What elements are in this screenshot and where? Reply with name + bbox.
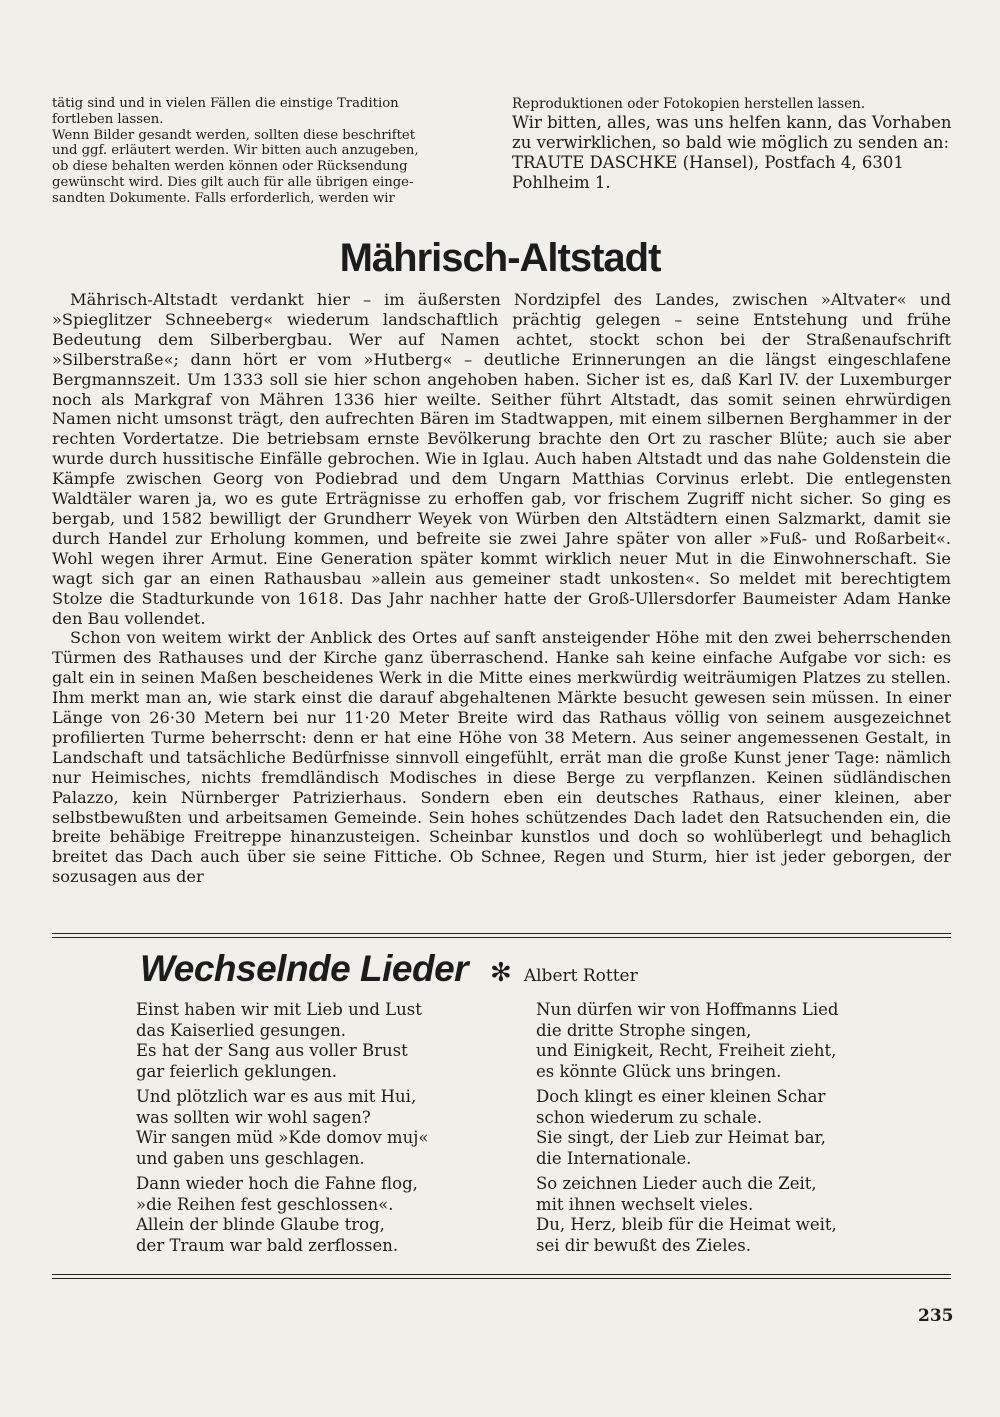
intro-left-line: fortleben lassen. — [52, 111, 164, 127]
poem-line: der Traum war bald zerflossen. — [136, 1235, 399, 1255]
intro-left-line: ob diese behalten werden können oder Rücksendung — [52, 159, 408, 175]
poem-line: Doch klingt es einer kleinen Schar — [536, 1087, 826, 1106]
poem-line: Einst haben wir mit Lieb und Lust — [136, 1000, 422, 1019]
poem-right-column — [536, 1000, 936, 1261]
divider-top-1 — [52, 933, 951, 934]
intro-left-line: Wenn Bilder gesandt werden, sollten diese beschriftet — [52, 127, 416, 143]
poem-stanza — [136, 1000, 536, 1082]
divider-bottom-2 — [52, 1278, 951, 1279]
poem-line: »die Reihen fest geschlossen«. — [136, 1194, 394, 1214]
article-paragraph: Mährisch-Altstadt verdankt hier – im äußersten Nordzipfel des Landes, zwischen »Altvater« und »Spieglitzer Schneeberg« wiederum landschaftlich prächtig gelegen – seine Entstehung und frühe Bedeutung dem Silberbergbau. Wer auf Namen achtet, stockt schon bei der Straßenaufschrift »Silberstraße«; dann hört er vom »Hutberg« – deutliche Erinnerungen an die längst eingeschlafene Bergmannszeit. Um 1333 soll sie hier schon angehoben haben. Sicher ist es, daß Karl IV. der Luxemburger noch als Markgraf von Mähren 1336 hier weilte. Seither führt Altstadt, das somit seinen ehrwürdigen Namen nicht umsonst trägt, den aufrechten Bären im Stadtwappen, mit einem silbernen Berghammer in der rechten Vordertatze. Die betriebsam ernste Bevölkerung brachte den Ort zu rascher Blüte; auch sie aber wurde durch hussitische Einfälle gebrochen. Wie in Iglau. Auch haben Altstadt und das nahe Goldenstein die Kämpfe zwischen Georg von Podiebrad und dem Ungarn Matthias Corvinus erlebt. Die entlegensten Waldtäler waren ja, wo es gute Erträgnisse zu erhoffen gab, vor frischem Zugriff nicht sicher. So ging es bergab, und 1582 bewilligt der Grundherr Weyek von Würben den Altstädtern einen Salzmarkt, damit sie durch Handel zur Erholung kommen, und befreite sie zwei Jahre später von aller »Fuß- und Roßarbeit«. Wohl wegen ihrer Armut. Eine Generation später kommt wirklich neuer Mut in die Einwohnerschaft. Sie wagt sich gar an einen Rathausbau »allein aus gemeiner stadt unkosten«. So meldet mit berechtigtem Stolze die Stadturkunde von 1618. Das Jahr nachher hatte der Groß-Ullersdorfer Baumeister Adam Hanke den Bau vollendet. — [52, 290, 951, 628]
poem-line: So zeichnen Lieder auch die Zeit, — [536, 1174, 817, 1193]
poem-line: Allein der blinde Glaube trog, — [136, 1215, 385, 1234]
poem-stanza — [136, 1087, 536, 1169]
poem-header — [140, 948, 638, 990]
intro-left-column — [52, 96, 492, 207]
poem-line: Es hat der Sang aus voller Brust — [136, 1041, 408, 1060]
poem-line: Nun dürfen wir von Hoffmanns Lied — [536, 1000, 839, 1019]
article-title: Mährisch-Altstadt — [339, 236, 661, 280]
poem-line: gar feierlich geklungen. — [136, 1061, 338, 1081]
page-number: 235 — [918, 1306, 954, 1326]
intro-left-line: sandten Dokumente. Falls erforderlich, werden wir — [52, 190, 395, 206]
poem-line: und Einigkeit, Recht, Freiheit zieht, — [536, 1041, 837, 1060]
poem-line: Und plötzlich war es aus mit Hui, — [136, 1087, 417, 1106]
intro-address: TRAUTE DASCHKE (Hansel), Postfach 4, 6301 Pohlheim 1. — [512, 153, 904, 192]
intro-left-line: und ggf. erläutert werden. Wir bitten auch anzugeben, — [52, 143, 419, 159]
divider-bottom-1 — [52, 1274, 951, 1275]
poem-body — [136, 1000, 936, 1261]
poem-line: mit ihnen wechselt vieles. — [536, 1194, 754, 1214]
poem-line: Du, Herz, bleib für die Heimat weit, — [536, 1215, 837, 1234]
poem-line: schon wiederum zu schale. — [536, 1107, 763, 1127]
intro-left-line: gewünscht wird. Dies gilt auch für alle übrigen einge- — [52, 174, 414, 190]
poem-line: Dann wieder hoch die Fahne flog, — [136, 1174, 418, 1193]
poem-line: und gaben uns geschlagen. — [136, 1148, 365, 1168]
poem-line: die Internationale. — [536, 1148, 692, 1168]
star-icon: ✻ — [490, 958, 512, 988]
poem-stanza — [536, 1087, 936, 1169]
article-body — [52, 290, 951, 887]
intro-section — [52, 96, 952, 207]
article-paragraph: Schon von weitem wirkt der Anblick des Ortes auf sanft ansteigender Höhe mit den zwei beherrschenden Türmen des Rathauses und der Kirche ganz überraschend. Hanke sah keine einfache Aufgabe vor sich: es galt ein in seinen Maßen bescheidenes Werk in die Mitte eines merkwürdig weiträumigen Platzes zu stellen. Ihm merkt man an, wie stark einst die darauf abgehaltenen Märkte besucht gewesen sein müssen. In einer Länge von 26·30 Metern bei nur 11·20 Meter Breite wird das Rathaus völlig von seinem ausgezeichnet profilierten Turme beherrscht: denn er hat eine Höhe von 38 Metern. Aus seiner angemessenen Gestalt, in Landschaft und tatsächliche Bedürfnisse sinnvoll eingefühlt, errät man die große Kunst jener Tage: nämlich nur Heimisches, nichts fremdländisch Modisches in diese Berge zu verpflanzen. Keinen südländischen Palazzo, kein Nürnberger Patrizierhaus. Sondern eben ein deutsches Rathaus, einer kleinen, aber selbstbewußten und arbeitsamen Gemeinde. Sein hohes schützendes Dach ladet den Ratsuchenden ein, die breite behäbige Freitreppe hinanzusteigen. Scheinbar kunstlos und doch so wohlüberlegt und behaglich breitet das Dach auch über sie seine Fittiche. Ob Schnee, Regen und Sturm, hier ist jeder geborgen, der sozusagen aus der — [52, 628, 951, 887]
intro-right-first: Reproduktionen oder Fotokopien herstellen lassen. — [512, 96, 866, 112]
poem-title: Wechselnde Lieder — [140, 948, 469, 989]
poem-line: sei dir bewußt des Zieles. — [536, 1235, 751, 1255]
intro-left-line: tätig sind und in vielen Fällen die einstige Tradition — [52, 96, 399, 111]
poem-line: Sie singt, der Lieb zur Heimat bar, — [536, 1128, 826, 1147]
poem-line: Wir sangen müd »Kde domov muj« — [136, 1128, 429, 1147]
intro-right-column — [512, 96, 952, 207]
poem-line: das Kaiserlied gesungen. — [136, 1020, 347, 1040]
poem-left-column — [136, 1000, 536, 1261]
intro-request: Wir bitten, alles, was uns helfen kann, das Vorhaben zu verwirklichen, so bald wie möglich zu senden an: — [512, 113, 952, 152]
poem-line: die dritte Strophe singen, — [536, 1020, 752, 1040]
poem-stanza — [136, 1174, 536, 1256]
poem-line: was sollten wir wohl sagen? — [136, 1107, 371, 1127]
poem-stanza — [536, 1174, 936, 1256]
poem-line: es könnte Glück uns bringen. — [536, 1061, 782, 1081]
divider-top-2 — [52, 937, 951, 938]
poem-author: Albert Rotter — [523, 966, 638, 986]
poem-stanza — [536, 1000, 936, 1082]
